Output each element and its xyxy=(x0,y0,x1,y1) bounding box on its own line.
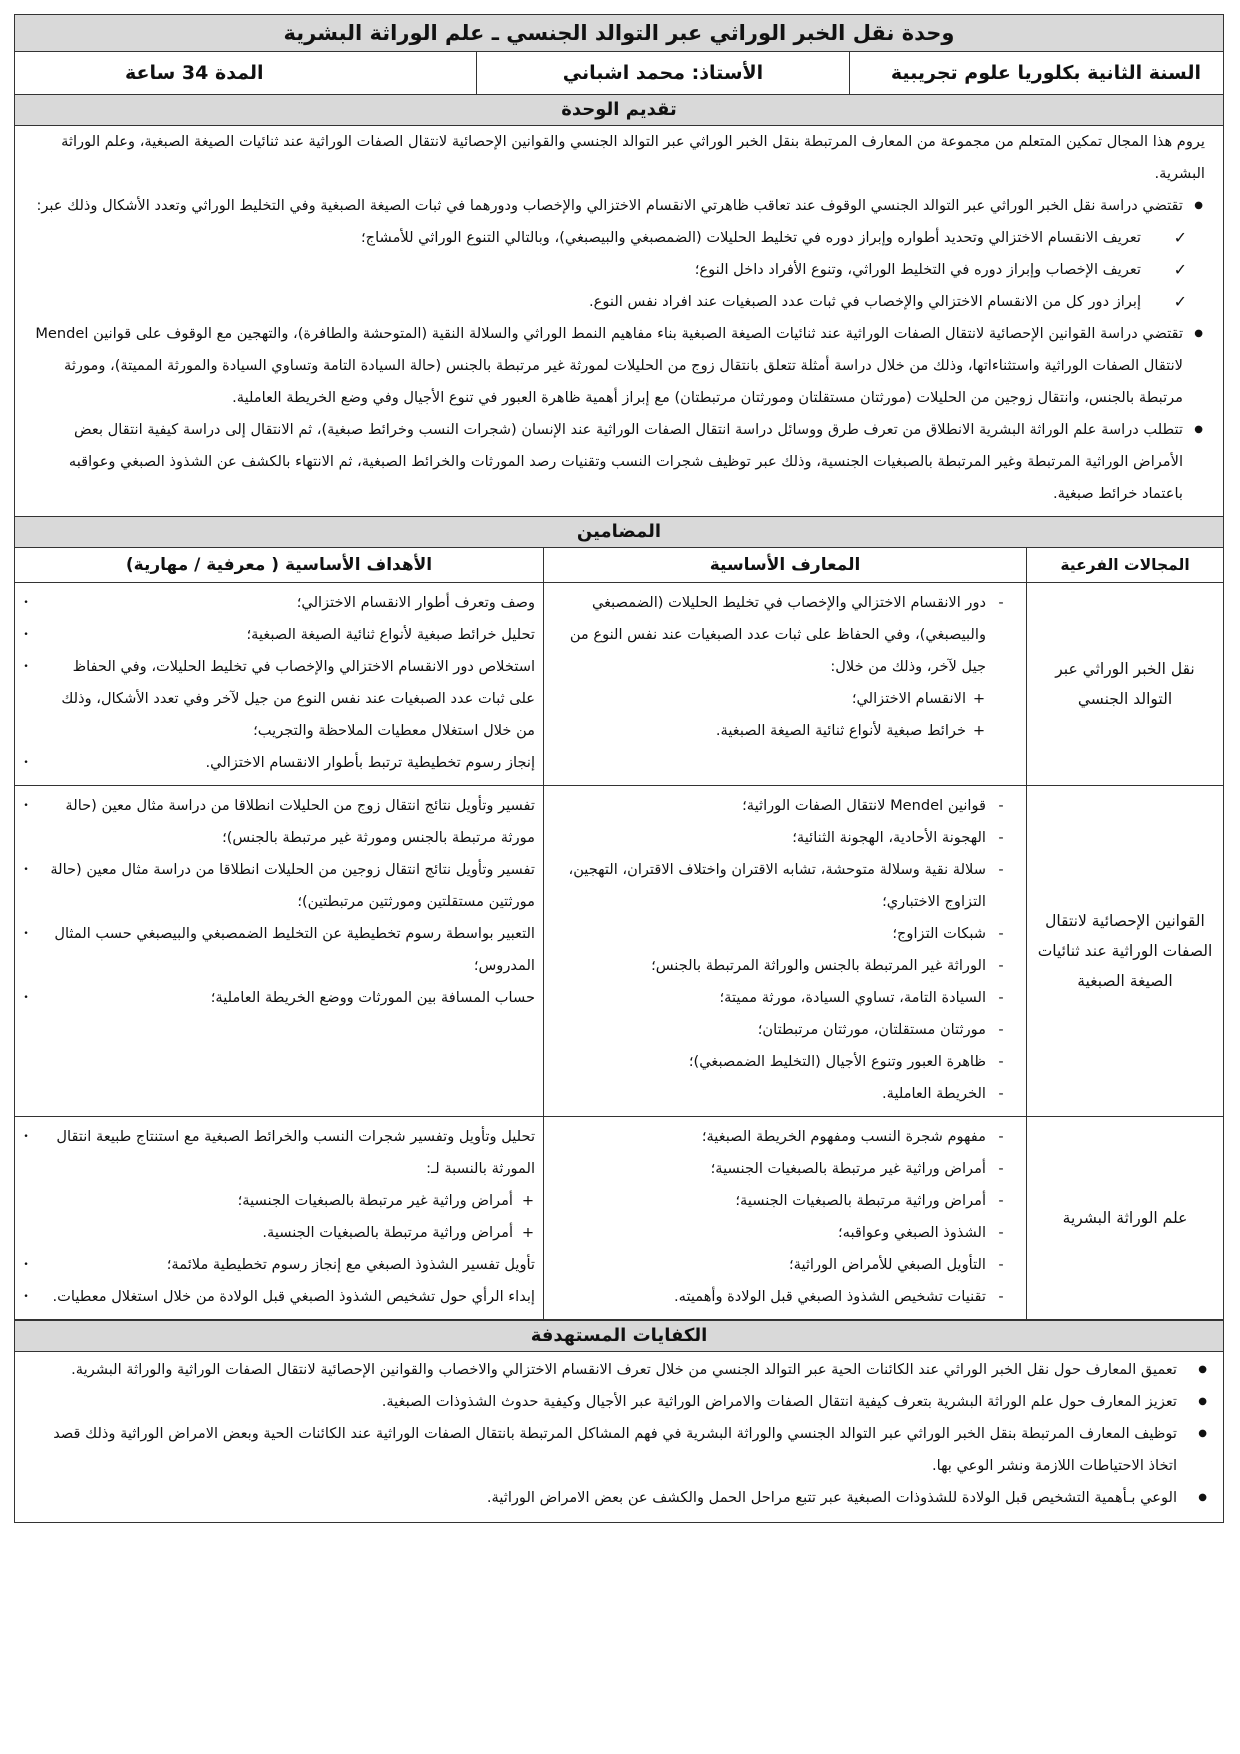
info-row xyxy=(14,51,1224,94)
contents-heading: المضامين xyxy=(14,516,1224,547)
intro-paragraph: يروم هذا المجال تمكين المتعلم من مجموعة من المعارف المرتبطة بنقل الخبر الوراثي عبر التوالد الجنسي والقوانين الإحصائية لانتقال الصفات الوراثية عند ثنائيات الصيغة الصبغية، وعلم الوراثة البشرية. xyxy=(61,133,1205,182)
bullet-marker: - xyxy=(998,925,1004,942)
item-text: السيادة التامة، تساوي السيادة، مورثة مميتة؛ xyxy=(719,989,986,1006)
item-text: أمراض وراثية غير مرتبطة بالصبغيات الجنسية؛ xyxy=(710,1160,986,1177)
bullet-marker: - xyxy=(998,861,1004,878)
bullet-marker: - xyxy=(998,1224,1004,1241)
bullet-marker: - xyxy=(998,1128,1004,1145)
item-text: استخلاص دور الانقسام الاختزالي والإخصاب في تخليط الحليلات، وفي الحفاظ على ثبات عدد الصبغيات عند نفس النوع من جيل لآخر وفي تعدد الأشكال، وذلك من خلال استغلال معطيات الملاحظة والتجريب؛ xyxy=(61,658,535,739)
check-item: ✓ إبراز دور كل من الانقسام الاختزالي والإخصاب في ثبات عدد الصبغيات عند افراد نفس النوع. xyxy=(27,286,1205,318)
list-item xyxy=(554,1217,1012,1249)
competency-item: ● تعميق المعارف حول نقل الخبر الوراثي عند الكائنات الحية عبر التوالد الجنسي من خلال تعرف الانقسام الاختزالي والاخصاب والقوانين الإحصائية لانتقال الصفات الوراثية والوراثة البشرية. xyxy=(39,1354,1207,1386)
document-page xyxy=(14,14,1224,1523)
list-item xyxy=(554,822,1012,854)
list-item xyxy=(23,982,535,1014)
bullet-marker: • xyxy=(23,993,29,1003)
check-item: ✓ تعريف الإخصاب وإبراز دوره في التخليط الوراثي، وتنوع الأفراد داخل النوع؛ xyxy=(27,254,1205,286)
bullet-marker: + xyxy=(972,722,986,739)
table-header-row xyxy=(15,548,1224,583)
bullet-marker: • xyxy=(23,598,29,608)
bullet-marker: - xyxy=(998,989,1004,1006)
list-item xyxy=(554,950,1012,982)
item-text: حساب المسافة بين المورثات ووضع الخريطة العاملية؛ xyxy=(210,989,535,1006)
bullet-marker: • xyxy=(23,1292,29,1302)
competencies-section xyxy=(14,1351,1224,1523)
list-item xyxy=(23,619,535,651)
list-item xyxy=(554,1249,1012,1281)
level-cell: السنة الثانية بكلوريا علوم تجريبية xyxy=(849,52,1223,94)
list-item xyxy=(23,854,535,918)
bullet-marker: • xyxy=(23,1132,29,1142)
goals-cell xyxy=(15,583,544,786)
bullet-marker: - xyxy=(998,1256,1004,1273)
table-row xyxy=(15,1117,1224,1320)
list-item xyxy=(554,790,1012,822)
intro-list-2 xyxy=(27,318,1205,510)
list-item xyxy=(554,1121,1012,1153)
unit-title: وحدة نقل الخبر الوراثي عبر التوالد الجنسي ـ علم الوراثة البشرية xyxy=(14,14,1224,51)
col-header-knowledge: المعارف الأساسية xyxy=(544,548,1027,583)
item-text: أمراض وراثية غير مرتبطة بالصبغيات الجنسية؛ xyxy=(237,1192,513,1209)
duration-cell: المدة 34 ساعة xyxy=(124,62,264,84)
item-text: تحليل وتأويل وتفسير شجرات النسب والخرائط الصبغية مع استنتاج طبيعة انتقال المورثة بالنسبة لـ: xyxy=(56,1128,535,1177)
knowledge-cell xyxy=(544,786,1027,1117)
bullet-marker: - xyxy=(998,1021,1004,1038)
item-text: ظاهرة العبور وتنوع الأجيال (التخليط الضمصبغي)؛ xyxy=(688,1053,986,1070)
bullet-marker: - xyxy=(998,957,1004,974)
list-item xyxy=(554,982,1012,1014)
item-text: تأويل تفسير الشذوذ الصبغي مع إنجاز رسوم تخطيطية ملائمة؛ xyxy=(166,1256,535,1273)
item-text: الخريطة العاملية. xyxy=(882,1085,986,1102)
domain-cell: نقل الخبر الوراثي عبر التوالد الجنسي xyxy=(1027,583,1224,786)
item-text: أمراض وراثية مرتبطة بالصبغيات الجنسية. xyxy=(262,1224,513,1241)
list-item xyxy=(23,747,535,779)
list-item xyxy=(45,1185,535,1217)
item-text: دور الانقسام الاختزالي والإخصاب في تخليط الحليلات (الضمصبغي والبيصبغي)، وفي الحفاظ على ثبات عدد الصبغيات عند نفس النوع من جيل لآخر، وذلك من خلال: xyxy=(569,594,986,675)
list-item xyxy=(554,1281,1012,1313)
intro-bullet-3: ● تتطلب دراسة علم الوراثة البشرية الانطلاق من تعرف طرق ووسائل دراسة انتقال الصفات الوراثية عند الإنسان (شجرات النسب وخرائط صبغية)، ثم الانتقال إلى دراسة كيفية انتقال بعض الأمراض الوراثية المرتبطة وغير المرتبطة بالصبغيات الجنسية، وذلك عبر توظيف شجرات النسب وتقنيات رصد المورثات والخرائط الصبغية، ثم الانتهاء بالكشف عن الشذوذ الصبغي وعواقبه باعتماد خرائط صبغية. xyxy=(27,414,1183,510)
competency-item: ● توظيف المعارف المرتبطة بنقل الخبر الوراثي عبر التوالد الجنسي والوراثة البشرية في فهم المشاكل المرتبطة بانتقال الصفات الوراثية عند الكائنات الحية وبعض الامراض الوراثية وذلك قصد اتخاذ الاحتياطات اللازمة ونشر الوعي بها. xyxy=(39,1418,1207,1482)
item-text: أمراض وراثية مرتبطة بالصبغيات الجنسية؛ xyxy=(735,1192,986,1209)
item-text: تحليل خرائط صبغية لأنواع ثنائية الصيغة الصبغية؛ xyxy=(246,626,535,643)
item-text: مفهوم شجرة النسب ومفهوم الخريطة الصبغية؛ xyxy=(701,1128,986,1145)
goals-cell xyxy=(15,786,544,1117)
knowledge-list xyxy=(554,790,1012,1110)
item-text: الشذوذ الصبغي وعواقبه؛ xyxy=(838,1224,986,1241)
item-text: مورثتان مستقلتان، مورثتان مرتبطتان؛ xyxy=(757,1021,986,1038)
list-item xyxy=(554,683,1012,715)
domain-cell: علم الوراثة البشرية xyxy=(1027,1117,1224,1320)
intro-bullet-2: ● تقتضي دراسة القوانين الإحصائية لانتقال الصفات الوراثية عند ثنائيات الصيغة الصبغية بناء مفاهيم النمط الوراثي والسلالة النقية (المتوحشة والطافرة)، والتهجين مع الوقوف على قوانين Mendel لانتقال الصفات الوراثية واستثناءاتها، وذلك من خلال دراسة أمثلة تتعلق بانتقال زوج من الحليلات لمورثة غير مرتبطة بالجنس (حالة السيادة التامة وتساوي السيادة والمورثة المميتة)، ومورثة مرتبطة بالجنس، وانتقال زوجين من الحليلات (مورثتان مستقلتان ومورثتان مرتبطتان) مع إبراز أهمية ظاهرة العبور في تنوع الأجيال وفي وضع الخريطة العاملية. xyxy=(27,318,1183,414)
bullet-marker: - xyxy=(998,829,1004,846)
item-text: شبكات التزاوج؛ xyxy=(892,925,986,942)
domain-cell: القوانين الإحصائية لانتقال الصفات الوراثية عند ثنائيات الصيغة الصبغية xyxy=(1027,786,1224,1117)
teacher-cell: الأستاذ: محمد اشباني xyxy=(476,52,850,94)
item-text: خرائط صبغية لأنواع ثنائية الصيغة الصبغية. xyxy=(715,722,966,739)
list-item xyxy=(23,1121,535,1185)
intro-heading: تقديم الوحدة xyxy=(14,94,1224,125)
item-text: الهجونة الأحادية، الهجونة الثنائية؛ xyxy=(792,829,986,846)
list-item xyxy=(23,651,535,747)
item-text: إنجاز رسوم تخطيطية ترتبط بأطوار الانقسام الاختزالي. xyxy=(205,754,535,771)
bullet-marker: • xyxy=(23,1260,29,1270)
bullet-marker: - xyxy=(998,1160,1004,1177)
col-header-domain: المجالات الفرعية xyxy=(1027,548,1224,583)
table-body xyxy=(15,583,1224,1320)
list-item xyxy=(554,1185,1012,1217)
bullet-marker: • xyxy=(23,865,29,875)
bullet-marker: + xyxy=(521,1192,535,1209)
competencies-list xyxy=(39,1354,1207,1514)
list-item xyxy=(554,1078,1012,1110)
item-text: سلالة نقية وسلالة متوحشة، تشابه الاقتران واختلاف الاقتران، التهجين، التزاوج الاختباري؛ xyxy=(568,861,986,910)
table-row xyxy=(15,786,1224,1117)
item-text: الوراثة غير المرتبطة بالجنس والوراثة المرتبطة بالجنس؛ xyxy=(651,957,986,974)
competencies-heading: الكفايات المستهدفة xyxy=(14,1320,1224,1351)
bullet-marker: - xyxy=(998,1053,1004,1070)
knowledge-list xyxy=(554,1121,1012,1313)
intro-section xyxy=(14,125,1224,516)
bullet-marker: • xyxy=(23,630,29,640)
check-item: ✓ تعريف الانقسام الاختزالي وتحديد أطواره وإبراز دوره في تخليط الحليلات (الضمصبغي والبيصبغي)، وبالتالي التنوع الوراثي للأمشاج؛ xyxy=(27,222,1205,254)
bullet-marker: - xyxy=(998,1288,1004,1305)
list-item xyxy=(45,1217,535,1249)
list-item xyxy=(554,854,1012,918)
list-item xyxy=(554,918,1012,950)
list-item xyxy=(554,1153,1012,1185)
bullet-marker: - xyxy=(998,1085,1004,1102)
bullet-marker: + xyxy=(521,1224,535,1241)
contents-table xyxy=(14,547,1224,1320)
bullet-marker: • xyxy=(23,929,29,939)
item-text: التعبير بواسطة رسوم تخطيطية عن التخليط الضمصبغي والبيصبغي حسب المثال المدروس؛ xyxy=(54,925,535,974)
goals-list xyxy=(23,1121,535,1313)
table-row xyxy=(15,583,1224,786)
list-item xyxy=(23,587,535,619)
intro-checklist xyxy=(27,222,1205,318)
item-text: قوانين Mendel لانتقال الصفات الوراثية؛ xyxy=(742,797,986,814)
bullet-marker: - xyxy=(998,797,1004,814)
bullet-marker: • xyxy=(23,662,29,672)
list-item xyxy=(23,918,535,982)
knowledge-cell xyxy=(544,583,1027,786)
intro-bullet-1: ● تقتضي دراسة نقل الخبر الوراثي عبر التوالد الجنسي الوقوف عند تعاقب ظاهرتي الانقسام الاختزالي والإخصاب ودورهما في ثبات الصيغة الصبغية وفي التخليط الوراثي وتعدد الأشكال وذلك عبر: xyxy=(27,190,1183,222)
item-text: تقنيات تشخيص الشذوذ الصبغي قبل الولادة وأهميته. xyxy=(674,1288,986,1305)
competency-item: ● الوعي بـأهمية التشخيص قبل الولادة للشذوذات الصبغية عبر تتبع مراحل الحمل والكشف عن بعض الامراض الوراثية. xyxy=(39,1482,1207,1514)
bullet-marker: • xyxy=(23,801,29,811)
list-item xyxy=(23,1249,535,1281)
list-item xyxy=(554,715,1012,747)
item-text: وصف وتعرف أطوار الانقسام الاختزالي؛ xyxy=(296,594,535,611)
goals-list xyxy=(23,790,535,1014)
bullet-marker: • xyxy=(23,758,29,768)
intro-list xyxy=(27,190,1205,222)
item-text: الانقسام الاختزالي؛ xyxy=(851,690,966,707)
bullet-marker: - xyxy=(998,594,1004,611)
knowledge-cell xyxy=(544,1117,1027,1320)
bullet-marker: - xyxy=(998,1192,1004,1209)
item-text: إبداء الرأي حول تشخيص الشذوذ الصبغي قبل الولادة من خلال استغلال معطيات. xyxy=(52,1288,535,1305)
item-text: التأويل الصبغي للأمراض الوراثية؛ xyxy=(789,1256,986,1273)
bullet-marker: + xyxy=(972,690,986,707)
item-text: تفسير وتأويل نتائج انتقال زوجين من الحليلات انطلاقا من دراسة مثال معين (حالة مورثتين مستقلتين ومورثتين مرتبطتين)؛ xyxy=(50,861,535,910)
item-text: تفسير وتأويل نتائج انتقال زوج من الحليلات انطلاقا من دراسة مثال معين (حالة مورثة مرتبطة بالجنس ومورثة غير مرتبطة بالجنس)؛ xyxy=(65,797,535,846)
goals-cell xyxy=(15,1117,544,1320)
knowledge-list xyxy=(554,587,1012,747)
goals-list xyxy=(23,587,535,779)
list-item xyxy=(554,1046,1012,1078)
list-item xyxy=(554,1014,1012,1046)
col-header-goals: الأهداف الأساسية ( معرفية / مهارية) xyxy=(15,548,544,583)
list-item xyxy=(23,790,535,854)
list-item xyxy=(23,1281,535,1313)
competency-item: ● تعزيز المعارف حول علم الوراثة البشرية بتعرف كيفية انتقال الصفات والامراض الوراثية عبر الأجيال وكيفية حدوث الشذوذات الصبغية. xyxy=(39,1386,1207,1418)
list-item xyxy=(554,587,1012,683)
